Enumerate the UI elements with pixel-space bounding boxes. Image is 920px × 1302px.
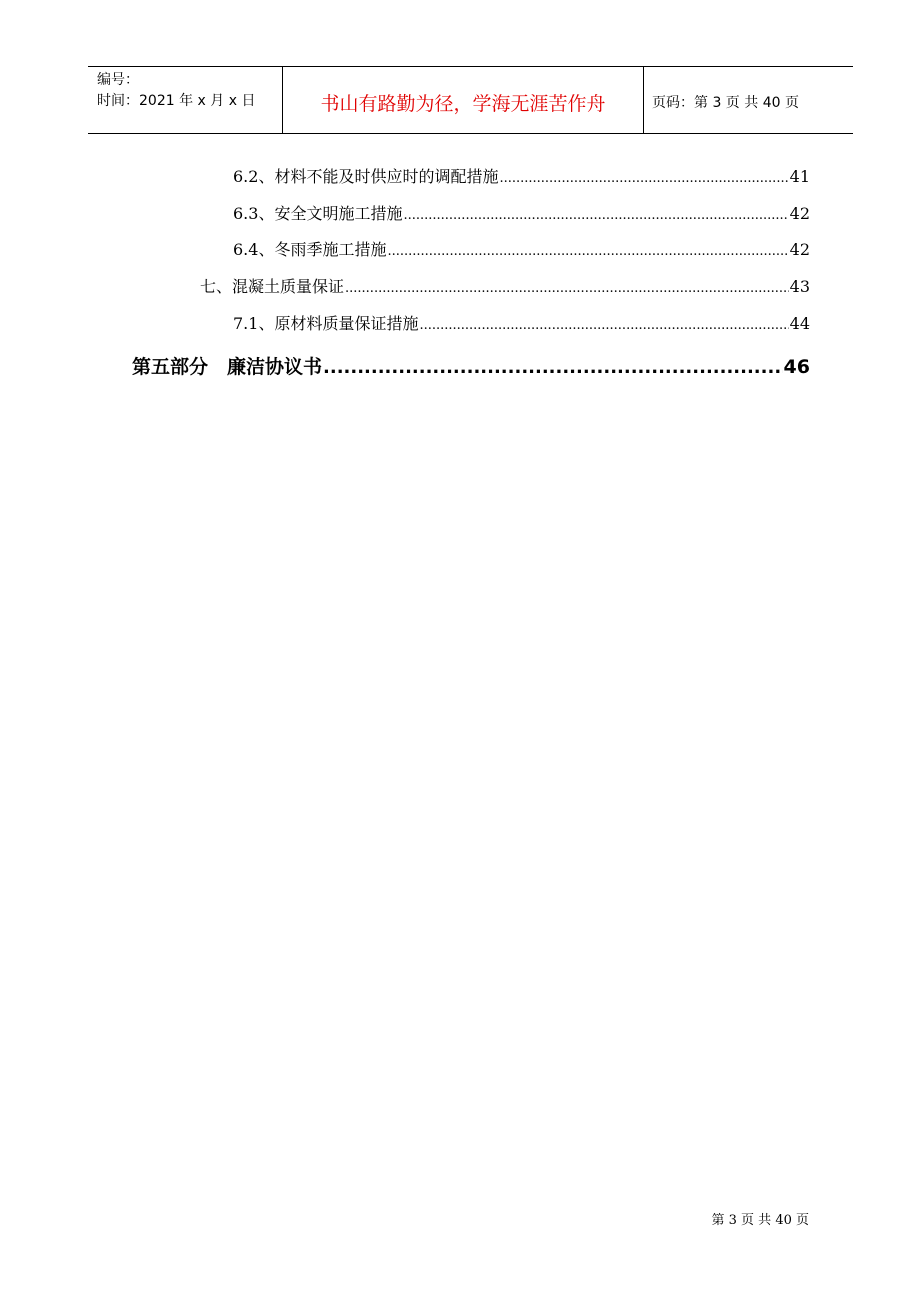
toc-leader: [499, 171, 788, 186]
toc-entry-title: 6.2、材料不能及时供应时的调配措施: [233, 167, 499, 186]
toc-entry-page: 42: [789, 240, 810, 259]
toc-entry-page: 44: [789, 314, 810, 333]
toc-entry-page: 46: [783, 356, 810, 378]
toc-entry-page: 41: [789, 167, 810, 186]
page-footer: 第 3 页 共 40 页: [711, 1213, 809, 1228]
toc-entry[interactable]: [200, 274, 810, 297]
toc-leader: [323, 357, 783, 378]
toc-entry-page: 42: [789, 204, 810, 223]
toc-entry[interactable]: [233, 237, 810, 260]
toc-entry-title: 7.1、原材料质量保证措施: [233, 314, 419, 333]
toc-entry-title: 七、混凝土质量保证: [200, 277, 345, 296]
toc-entry[interactable]: [233, 311, 810, 334]
toc-leader: [419, 318, 788, 333]
toc-entry-page: 43: [789, 277, 810, 296]
toc-entry-major[interactable]: [132, 352, 810, 379]
header-meta: [88, 67, 283, 133]
toc-entry[interactable]: [233, 201, 810, 224]
toc-entry-title: 第五部分 廉洁协议书: [132, 356, 323, 378]
header-page-info: 页码：第 3 页 共 40 页: [652, 94, 799, 111]
toc-leader: [403, 208, 788, 223]
toc-entry-title: 6.3、安全文明施工措施: [233, 204, 403, 223]
header-motto: 书山有路勤为径，学海无涯苦作舟: [283, 67, 644, 133]
toc-leader: [387, 244, 788, 259]
page-header: [88, 66, 853, 134]
serial-label: 编号：: [97, 72, 139, 88]
toc-leader: [345, 281, 789, 296]
toc-entry-title: 6.4、冬雨季施工措施: [233, 240, 387, 259]
toc-entry[interactable]: [233, 164, 810, 187]
time-label: 时间：2021 年 x 月 x 日: [97, 93, 256, 109]
